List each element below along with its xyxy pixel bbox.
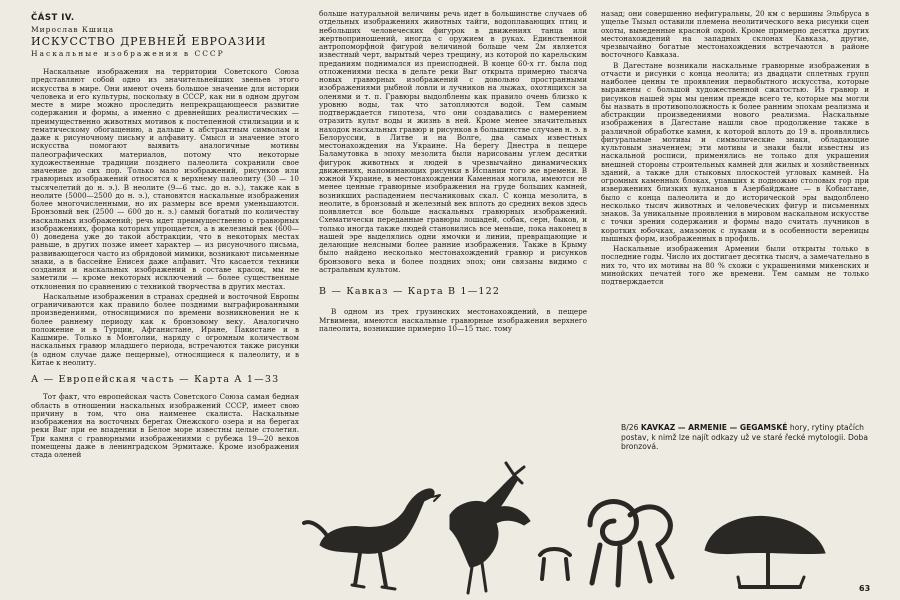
- chapter-subtitle: Наскальные изображения в СССР: [31, 48, 225, 58]
- page-number: 63: [859, 584, 871, 593]
- paragraph: Наскальные изображения в странах средней и восточной Европы ограничиваются как правило более поздними выграфированными произведениями, относящимися по времени возникновения не к более раннему периоду как к бронзовому веку. Аналогично положение и в Турции, Афганистане, Иране, Пакистане и в Кашмире. Только в Монголии, наряду с огромным количеством наскальных гравюр младшего периода, встречаются также рисунки (в одном случае даже пещерные), относящиеся к палеолиту, и в Китае к неолиту.: [31, 291, 299, 367]
- paragraph: Тот факт, что европейская часть Советского Союза самая бедная область в отношении наскальных изображений СССР, имеет свою причину в том, что она наименее скалиста. Наскальные изображения на восточных берегах Онежского озера и на берегах реки Выг при ее впадении в Белое море известны целые столетия. Три камня с гравюрными изображениями с рубежа 19—20 веков помещены даже в ленинградском Эрмитаже. Кроме изображения стада оленей: [31, 392, 299, 459]
- paragraph: В Дагестане возникали наскальные гравюрные изображения в отчасти и рисунки с конца неолита; из двадцати сплетных групп наиболее ценны те проявления первобытного искусства, которые выражены с большой художественной сжатостью. Из гравюр и рисунков нашей эры мы ценим прежде всего те, которые мы могли бы назвать в противоположность к более ранним эпохам реализма и абстракции произведениями нового реализма. Наскальные изображения в Дагестане нашли свое продолжение также в различной обработке камня, к которой вплоть до 19 в. проявлялись фигуральные мотивы и символические знаки, обладающие культовым значением; эти мотивы и знаки были известны из наскальной росписи, применялись не только для украшения внешней стороны строительных камней для жилых и хозяйственных зданий, а также для стыковых плоскостей угловых камней. На огромных каменных блоках, упавших к подножью столовых гор при извержениях близких вулканов в Азербайджане — в Кобыстане, было с конца палеолита и до исторической эры выдолблено несколько тысяч животных и человеческих фигур и письменных знаков. За уникальные проявления в мировом наскальном искусстве с точки зрения содержания и формы надо считать лучников в коротких юбочках, амазонок с луками и в особенности вереницы пышных форм, изображенных в профиль.: [601, 60, 869, 243]
- column-1: [31, 14, 299, 461]
- paragraph: больше натуральной величины речь идет в большинстве случаев об отдельных изображениях животных тайги, водоплавающих птиц и небольших человеческих фигурок в движениях танца или жертвоприношений, иногда с оружием в руках. Единственной антропоморфной фигурой величиной больше чем 2м является известный черт, вырытый через трещину, из которой по карельским преданиям поднимался из преисподней. В конце 60-х гг. была под отложениями песка в дельте реки Выг открыта примерно тысяча новых гравюрных изображений с довольно пространными изображениями рыбной ловли и лучников на лыжах, охотящихся за оленями и т. п. Гравюры выдолблены как правило очень близко к уровню воды, так что затопляются водой. Тем самым подтверждается гипотеза, что они создавались с намерением отразить культ воды и жизнь в ней. Кроме менее значительных находок наскальных гравюр и рисунков в большинстве случаев н. э. в Белоруссии, в Литве и на Волге, два самых известных местонахождения на Украине. На берегу Днестра в пещере Баламутовка в эпоху мезолита были нарисованы углем десятки фигурок животных и людей в чрезвычайно динамических движениях, напоминающих рисунки в Испании того же времени. В южной Украине, в местонахождении Каменная могила, имеются не менее ценные гравюрные изображения на груде больших камней, возникших распадением песчаниковых скал. С конца мезолита, в неолите, в бронзовый и железный век вплоть до средних веков здесь появляется все больше наскальных гравюрных изображений. Схематически переданные гравюры лошадей, собак, серн, быков, и только иногда также людей становились все меньше, пока наконец в нашей эре выделялись одни ямочки и линии, превращающие и делающие неясными более ранние изображения. Также в Крыму было найдено несколько местонахождений гравюр и рисунков бронзового века и более поздних эпох; они связаны видимо с астральным культом.: [319, 9, 587, 274]
- paragraph: назад; они совершенно нефигуральны, 20 км с вершины Эльбруса в ущелье Тызыл оставили племена неолитического века рисунки сцен охоты, выведенные красной охрой. Кроме примерно десятка других местонахождений на западных склонах Кавказа, другие, чрезвычайно богатые местонахождения встречаются в районе восточного Кавказа.: [601, 9, 869, 60]
- chapter-title: ИСКУССТВО ДРЕВНЕЙ ЕВРОАЗИИ: [31, 34, 267, 48]
- part-heading: ČÁST IV.: [31, 13, 75, 23]
- animal-petroglyph-icon: [540, 549, 570, 579]
- figure-label: B/26: [621, 423, 639, 432]
- column-2: [319, 10, 587, 335]
- spiral-creature-petroglyph-icon: [590, 502, 672, 585]
- section-heading-caucasus: В — Кавказ — Карта В 1—122: [319, 286, 501, 297]
- figure-text: hory, rytiny ptačích postav, k nimž lze najít odkazy už ve staré řecké mytologii. Doba bronzová.: [621, 423, 868, 451]
- bird-petroglyph-icon: [304, 489, 440, 589]
- section-heading-europe: А — Европейская часть — Карта А 1—33: [31, 374, 280, 385]
- crested-bird-petroglyph-icon: [450, 463, 530, 593]
- author-name: Мирослав Кшица: [31, 25, 115, 35]
- paragraph: В одном из трех грузинских местонахождений, в пещере Мгвимеви, имеются наскальные гравюрные изображения верхнего палеолита, возникшие примерно 10—15 тыс. тому: [319, 307, 587, 333]
- paragraph: Наскальные изображения на территории Советского Союза представляют собой одно из значительнейших звеньев этого искусства в мире. Они имеют очень большое значение для истории человека и его культуры, поскольку в СССР, как ни в одном другом месте в мире можно проследить непрекращающееся развитие содержания и формы, а именно с древнейших реалистических — преимущественно животных мотивов к постепенной стилизации и к тематическому обогащению, а дальше к абстрактным символам и даже к рисуночному письму и алфавиту. Смысл и значение этого искусства помогают выявить аналогичные мотивы палеографических материалов, потому что некоторые художественные традиции позднего палеолита сохранили свое значение до сих пор. Только мало изображений, рисунков или гравюрных изображений относятся к верхнему палеолиту (30 — 10 тысячелетий до н. э.). В неолите (9—6 тыс. до н. э.), также как в неолите (5000—2500 до н. э.), становятся наскальные изображения более многочисленными, но их размеры все время уменьшаются. Бронзовый век (2500 — 600 до н. э.) самый богатый по количеству наскальных изображений; речь идет преимущественно о гравюрных изображениях, форма которых упрощается, а в железный век (600—0) доведена уже до такой абстракции, что в некоторых местах раньше, в других позже имеет характер — из рисуночного письма, развивающегося часто из обрядовой мимики, возникают письменные знаки, а в бассейне Енисея даже алфавит. Что касается техники создания и наскальных изображений в составе красок, мы не заметили — кроме некоторых исключений — более существенные отклонения по сравнению с техникой творчества в других местах.: [31, 67, 299, 291]
- figure-heading: KAVKAZ — ARMENIE — GEGAMSKÉ: [640, 423, 788, 432]
- figure-caption: [621, 423, 871, 452]
- column-3: [601, 10, 869, 288]
- bird-on-stand-petroglyph-icon: [705, 516, 825, 587]
- paragraph: Наскальные изображения Армении были открыты только в последние годы. Число их достигает десятка тысяч, а замечательно в них то, что их мотивы на 80 % схожи с украшениями микенских и минойских печатей того же времени. Тем самым не только подтверждается: [601, 244, 869, 286]
- petroglyph-illustration: [300, 455, 900, 600]
